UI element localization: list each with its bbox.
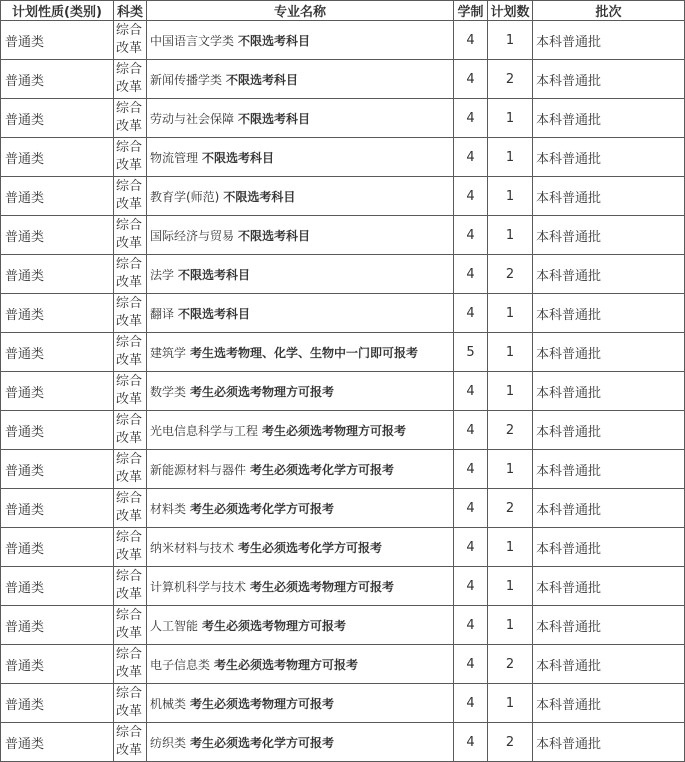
cell-major	[147, 294, 454, 333]
cell-major	[147, 60, 454, 99]
cell-batch: 本科普通批	[533, 723, 685, 762]
cell-major	[147, 684, 454, 723]
table-row	[1, 294, 685, 333]
cell-subject: 综合改革	[114, 60, 147, 99]
cell-major	[147, 567, 454, 606]
cell-type: 普通类	[1, 216, 114, 255]
cell-years: 4	[454, 138, 488, 177]
cell-type: 普通类	[1, 255, 114, 294]
major-requirement-note: 考生选考物理、化学、生物中一门即可报考	[190, 345, 419, 360]
cell-type: 普通类	[1, 177, 114, 216]
major-name: 建筑学	[150, 345, 187, 360]
table-row	[1, 567, 685, 606]
cell-type: 普通类	[1, 567, 114, 606]
cell-subject: 综合改革	[114, 684, 147, 723]
major-requirement-note: 不限选考科目	[238, 228, 311, 243]
cell-subject: 综合改革	[114, 138, 147, 177]
table-row	[1, 60, 685, 99]
cell-major	[147, 216, 454, 255]
table-row	[1, 723, 685, 762]
table-row	[1, 606, 685, 645]
cell-count: 2	[488, 255, 533, 294]
major-name: 国际经济与贸易	[150, 228, 235, 243]
major-requirement-note: 考生必须选考物理方可报考	[262, 423, 407, 438]
major-name: 电子信息类	[150, 657, 211, 672]
cell-years: 4	[454, 645, 488, 684]
cell-type: 普通类	[1, 645, 114, 684]
cell-years: 4	[454, 684, 488, 723]
cell-count: 1	[488, 450, 533, 489]
cell-major	[147, 528, 454, 567]
cell-count: 1	[488, 606, 533, 645]
major-requirement-note: 考生必须选考物理方可报考	[250, 579, 395, 594]
major-requirement-note: 考生必须选考物理方可报考	[190, 696, 335, 711]
cell-subject: 综合改革	[114, 294, 147, 333]
cell-years: 4	[454, 372, 488, 411]
cell-batch: 本科普通批	[533, 255, 685, 294]
major-requirement-note: 不限选考科目	[178, 306, 251, 321]
cell-type: 普通类	[1, 333, 114, 372]
cell-years: 4	[454, 489, 488, 528]
major-name: 机械类	[150, 696, 187, 711]
cell-batch: 本科普通批	[533, 21, 685, 60]
cell-subject: 综合改革	[114, 255, 147, 294]
cell-subject: 综合改革	[114, 333, 147, 372]
cell-type: 普通类	[1, 723, 114, 762]
major-name: 中国语言文学类	[150, 33, 235, 48]
cell-batch: 本科普通批	[533, 450, 685, 489]
cell-subject: 综合改革	[114, 411, 147, 450]
major-name: 纺织类	[150, 735, 187, 750]
cell-years: 4	[454, 255, 488, 294]
cell-years: 4	[454, 216, 488, 255]
cell-count: 2	[488, 645, 533, 684]
cell-batch: 本科普通批	[533, 372, 685, 411]
cell-count: 2	[488, 723, 533, 762]
major-name: 光电信息科学与工程	[150, 423, 259, 438]
cell-years: 4	[454, 567, 488, 606]
cell-years: 4	[454, 99, 488, 138]
table-row	[1, 255, 685, 294]
cell-batch: 本科普通批	[533, 489, 685, 528]
cell-batch: 本科普通批	[533, 684, 685, 723]
cell-type: 普通类	[1, 606, 114, 645]
cell-count: 1	[488, 216, 533, 255]
cell-batch: 本科普通批	[533, 528, 685, 567]
table-row	[1, 450, 685, 489]
major-requirement-note: 不限选考科目	[202, 150, 275, 165]
major-name: 新能源材料与器件	[150, 462, 247, 477]
cell-count: 1	[488, 138, 533, 177]
major-name: 人工智能	[150, 618, 199, 633]
cell-major	[147, 606, 454, 645]
major-requirement-note: 考生必须选考化学方可报考	[190, 501, 335, 516]
major-requirement-note: 不限选考科目	[238, 111, 311, 126]
table-header-row	[1, 1, 685, 21]
cell-type: 普通类	[1, 528, 114, 567]
major-name: 数学类	[150, 384, 187, 399]
cell-subject: 综合改革	[114, 528, 147, 567]
cell-major	[147, 450, 454, 489]
cell-count: 1	[488, 528, 533, 567]
cell-type: 普通类	[1, 450, 114, 489]
cell-major	[147, 333, 454, 372]
cell-major	[147, 645, 454, 684]
cell-years: 4	[454, 723, 488, 762]
header-batch: 批次	[533, 1, 685, 21]
major-name: 教育学(师范)	[150, 189, 220, 204]
cell-years: 4	[454, 177, 488, 216]
cell-type: 普通类	[1, 372, 114, 411]
cell-major	[147, 21, 454, 60]
cell-type: 普通类	[1, 21, 114, 60]
cell-major	[147, 489, 454, 528]
cell-batch: 本科普通批	[533, 60, 685, 99]
cell-count: 1	[488, 177, 533, 216]
cell-subject: 综合改革	[114, 177, 147, 216]
header-count: 计划数	[488, 1, 533, 21]
cell-major	[147, 411, 454, 450]
cell-batch: 本科普通批	[533, 333, 685, 372]
cell-batch: 本科普通批	[533, 294, 685, 333]
table-row	[1, 411, 685, 450]
cell-major	[147, 255, 454, 294]
cell-type: 普通类	[1, 99, 114, 138]
cell-count: 1	[488, 567, 533, 606]
major-requirement-note: 考生必须选考物理方可报考	[190, 384, 335, 399]
table-row	[1, 372, 685, 411]
major-name: 法学	[150, 267, 175, 282]
major-requirement-note: 考生必须选考化学方可报考	[190, 735, 335, 750]
cell-subject: 综合改革	[114, 216, 147, 255]
cell-batch: 本科普通批	[533, 99, 685, 138]
table-row	[1, 138, 685, 177]
major-requirement-note: 考生必须选考化学方可报考	[250, 462, 395, 477]
cell-subject: 综合改革	[114, 645, 147, 684]
cell-type: 普通类	[1, 60, 114, 99]
cell-subject: 综合改革	[114, 372, 147, 411]
major-requirement-note: 考生必须选考物理方可报考	[214, 657, 359, 672]
major-name: 翻译	[150, 306, 175, 321]
cell-subject: 综合改革	[114, 489, 147, 528]
table-row	[1, 216, 685, 255]
cell-years: 4	[454, 21, 488, 60]
cell-count: 2	[488, 60, 533, 99]
major-requirement-note: 不限选考科目	[178, 267, 251, 282]
cell-major	[147, 723, 454, 762]
major-name: 材料类	[150, 501, 187, 516]
header-years: 学制	[454, 1, 488, 21]
cell-major	[147, 372, 454, 411]
header-major: 专业名称	[147, 1, 454, 21]
cell-type: 普通类	[1, 294, 114, 333]
cell-batch: 本科普通批	[533, 645, 685, 684]
cell-count: 1	[488, 21, 533, 60]
cell-subject: 综合改革	[114, 99, 147, 138]
major-requirement-note: 不限选考科目	[223, 189, 296, 204]
cell-years: 5	[454, 333, 488, 372]
table-row	[1, 21, 685, 60]
table-row	[1, 489, 685, 528]
major-requirement-note: 不限选考科目	[238, 33, 311, 48]
cell-count: 1	[488, 333, 533, 372]
cell-years: 4	[454, 606, 488, 645]
cell-type: 普通类	[1, 138, 114, 177]
cell-subject: 综合改革	[114, 21, 147, 60]
cell-type: 普通类	[1, 411, 114, 450]
cell-subject: 综合改革	[114, 606, 147, 645]
cell-subject: 综合改革	[114, 567, 147, 606]
cell-major	[147, 99, 454, 138]
cell-count: 1	[488, 99, 533, 138]
cell-batch: 本科普通批	[533, 411, 685, 450]
cell-batch: 本科普通批	[533, 567, 685, 606]
cell-years: 4	[454, 60, 488, 99]
cell-batch: 本科普通批	[533, 177, 685, 216]
major-name: 物流管理	[150, 150, 199, 165]
cell-years: 4	[454, 528, 488, 567]
table-row	[1, 528, 685, 567]
cell-years: 4	[454, 411, 488, 450]
cell-type: 普通类	[1, 489, 114, 528]
cell-major	[147, 177, 454, 216]
cell-count: 1	[488, 372, 533, 411]
major-name: 劳动与社会保障	[150, 111, 235, 126]
cell-count: 1	[488, 294, 533, 333]
cell-subject: 综合改革	[114, 723, 147, 762]
cell-count: 2	[488, 411, 533, 450]
cell-batch: 本科普通批	[533, 216, 685, 255]
major-name: 计算机科学与技术	[150, 579, 247, 594]
header-type: 计划性质(类别)	[1, 1, 114, 21]
cell-years: 4	[454, 294, 488, 333]
cell-years: 4	[454, 450, 488, 489]
cell-count: 2	[488, 489, 533, 528]
table-row	[1, 333, 685, 372]
cell-batch: 本科普通批	[533, 606, 685, 645]
table-row	[1, 684, 685, 723]
major-name: 纳米材料与技术	[150, 540, 235, 555]
major-requirement-note: 不限选考科目	[226, 72, 299, 87]
cell-subject: 综合改革	[114, 450, 147, 489]
major-name: 新闻传播学类	[150, 72, 223, 87]
table-row	[1, 645, 685, 684]
cell-count: 1	[488, 684, 533, 723]
table-row	[1, 177, 685, 216]
cell-batch: 本科普通批	[533, 138, 685, 177]
header-subject: 科类	[114, 1, 147, 21]
table-row	[1, 99, 685, 138]
major-requirement-note: 考生必须选考物理方可报考	[202, 618, 347, 633]
cell-major	[147, 138, 454, 177]
major-requirement-note: 考生必须选考化学方可报考	[238, 540, 383, 555]
cell-type: 普通类	[1, 684, 114, 723]
